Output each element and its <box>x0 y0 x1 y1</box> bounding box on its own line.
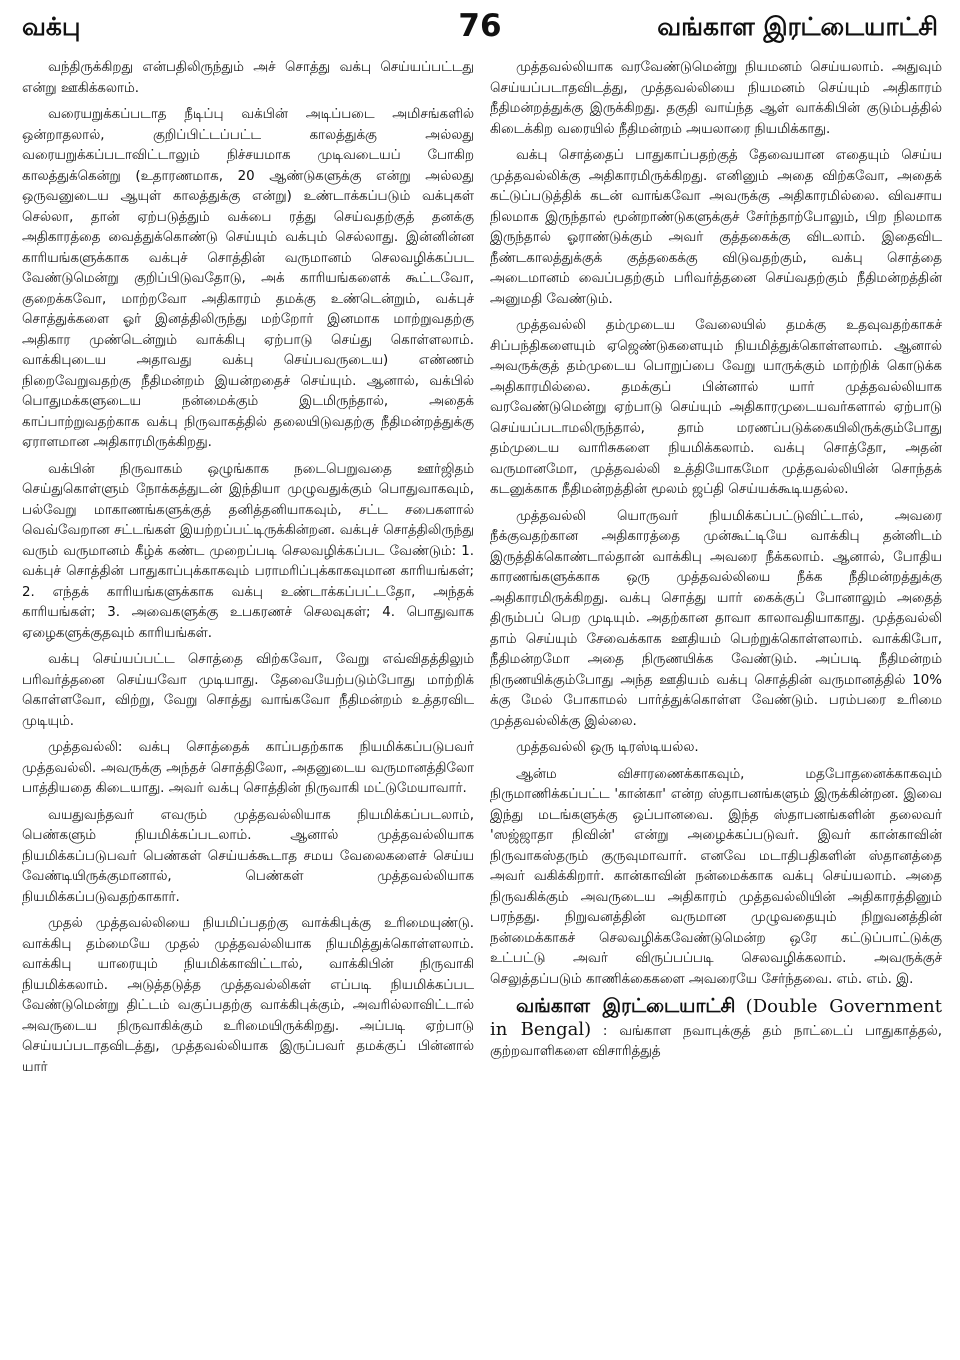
header-right: வங்காள இரட்டையாட்சி <box>657 12 938 41</box>
right-column <box>490 58 942 1354</box>
entry-paragraph <box>490 996 942 1063</box>
left-paragraph: வக்பின் நிருவாகம் ஒழுங்காக நடைபெறுவதை ஊர்ஜிதம் செய்துகொள்ளும் நோக்கத்துடன் இந்தியா முழுவதுக்கும் பொதுவாகவும், பல்வேறு மாகாணங்களுக்குத் தனித்தனியாகவும், சட்ட சபைகளால் வெவ்வேறான சட்டங்கள் இயற்றப்பட்டிருக்கின்றன. வக்புச் சொத்திலிருந்து வரும் வருமானம் கீழ்க் கண்ட முறைப்படி செலவழிக்கப்பட வேண்டும்: 1. வக்புச் சொத்தின் பாதுகாப்புக்காகவும் பராமரிப்புக்காகவுமான காரியங்கள்; 2. எந்தக் காரியங்களுக்காக வக்பு உண்டாக்கப்பட்டதோ, அந்தக் காரியங்கள்; 3. அவைகளுக்கு உபகரணச் செலவுகள்; 4. பொதுவாக ஏழைகளுக்குதவும் காரியங்கள். <box>22 461 474 641</box>
right-paragraph: ஆன்ம விசாரணைக்காகவும், மதபோதனைக்காகவும் நிருமாணிக்கப்பட்ட 'கான்கா' என்ற ஸ்தாபனங்களும் இருக்கின்றன. இவை இந்து மடங்களுக்கு ஒப்பானவை. இந்த ஸ்தாபனங்களின் தலைவர் 'ஸஜ்ஜாதா நிவின்' என்று அழைக்கப்படுவர். இவர் கான்காவின் நிருவாகஸ்தரும் குருவுமாவார். எனவே மடாதிபதிகளின் ஸ்தானத்தை அவர் வகிக்கிறார். கான்காவின் நன்மைக்காக வக்பு செய்யலாம். அதை நிருவகிக்கும் அவருடைய அதிகாரம் முத்தவல்லியின் அதிகாரத்தினும் பரந்தது. நிறுவனத்தின் வருமான முழுவதையும் நிறுவனத்தின் நன்மைக்காகச் செலவழிக்கவேண்டுமென்ற ஒரே கட்டுப்பாட்டுக்கு உட்பட்டு அவர் விருப்பப்படி செலவழிக்கலாம். அவருக்குச் செலுத்தப்படும் காணிக்கைகளை அவரையே சேர்ந்தவை. எம். எம். இ. <box>490 766 942 987</box>
entry-text: : வங்காள நவாபுக்குத் தம் நாட்டைப் பாதுகாத்தல், குற்றவாளிகளை விசாரித்துத் <box>490 1023 942 1059</box>
left-paragraph: முத்தவல்லி: வக்பு சொத்தைக் காப்பதற்காக நியமிக்கப்படுபவர் முத்தவல்லி. அவருக்கு அந்தச் சொத்திலோ, அதனுடைய வருமானத்திலோ பாத்தியதை கிடையாது. அவர் வக்பு சொத்தின் நிருவாகி மட்டுமேயாவார். <box>22 740 474 796</box>
left-paragraph: வயதுவந்தவர் எவரும் முத்தவல்லியாக நியமிக்கப்படலாம், பெண்களும் நியமிக்கப்படலாம். ஆனால் முத்தவல்லியாக நியமிக்கப்படுபவர் பெண்கள் செய்யக்கூடாத சமய வேலைகளைச் செய்ய வேண்டியிருக்குமானால், பெண்கள் முத்தவல்லியாக நியமிக்கப்படுவதற்காகார். <box>22 807 474 905</box>
entry-english-title: (Double Government in Bengal) <box>490 996 942 1040</box>
right-paragraph: முத்தவல்லியாக வரவேண்டுமென்று நியமனம் செய்யலாம். அதுவும் செய்யப்படாதவிடத்து, முத்தவல்லியை நியமனம் செய்யும் அதிகாரம் நீதிமன்றத்துக்கு இருக்கிறது. தகுதி வாய்ந்த ஆள் வாக்கிபின் குடும்பத்தில் கிடைக்கிற வரையில் நீதிமன்றம் அயலாரை நியமிக்காது. <box>490 60 942 137</box>
entry-headword: வங்காள இரட்டையாட்சி <box>516 995 736 1017</box>
left-paragraph: வரையறுக்கப்படாத நீடிப்பு வக்பின் அடிப்படை அமிசங்களில் ஒன்றாதலால், குறிப்பிட்டப்பட்ட காலத்துக்கு அல்லது வரையறுக்கப்படாவிட்டாலும் நிச்சயமாக முடிவடையப் போகிற காலத்துக்கென்று (உதாரணமாக, 20 ஆண்டுகளுக்கு என்று அல்லது ஒருவனுடைய ஆயுள் காலத்துக்கு என்று) உண்டாக்கப்படும் வக்புகள் செல்லா, தான் ஏற்படுத்தும் வக்பை ரத்து செய்வதற்குத் தனக்கு அதிகாரத்தை வைத்துக்கொண்டு செய்யும் வக்பும் செல்லாது. இன்னின்ன காரியங்களுக்காக வக்புச் சொத்தின் வருமானம் செலவழிக்கப்பட வேண்டுமென்று குறிப்பிடுவதோடு, அக் காரியங்களைக் கூட்டவோ, குறைக்கவோ, மாற்றவோ அதிகாரம் தமக்கு உண்டென்றும், வக்புச் சொத்துக்களை ஓர் இனத்திலிருந்து மற்றோர் இனமாக மாற்றுவதற்கு அதிகார முண்டென்றும் வாக்கிபு ஏற்பாடு செய்து கொள்ளலாம். வாக்கிபுடைய அதாவது வக்பு செய்பவருடைய) எண்ணம் நிறைவேறுவதற்கு நீதிமன்றம் இயன்றதைச் செய்யும். ஆனால், வக்பில் பொதுமக்களுடைய நன்மைக்கும் இடமிருந்தால், அதைக் காப்பாற்றுவதற்காக வக்பு நிருவாகத்தில் தலையிடுவதற்கு நீதிமன்றத்துக்கு ஏராளமான அதிகாரமிருக்கிறது. <box>22 107 474 450</box>
right-paragraph: வக்பு சொத்தைப் பாதுகாப்பதற்குத் தேவையான எதையும் செய்ய முத்தவல்லிக்கு அதிகாரமிருக்கிறது. எனினும் அதை விற்கவோ, அதைக் கட்டுப்படுத்திக் கடன் வாங்கவோ அவருக்கு அதிகாரமில்லை. விவசாய நிலமாக இருந்தால் மூன்றாண்டுகளுக்குச் சேர்ந்தாற்போலும், பிற நிலமாக இருந்தால் ஓராண்டுக்கும் அவர் குத்தகைக்கு விடலாம். இதைவிட நீண்டகாலத்துக்குக் குத்தகைக்கு விடுவதற்கும், வக்பு சொத்தை அடைமானம் வைப்பதற்கும் பரிவர்த்தனை செய்வதற்கும் நீதிமன்றத்தின் அனுமதி வேண்டும். <box>490 148 942 307</box>
right-paragraph: முத்தவல்லி யொருவர் நியமிக்கப்பட்டுவிட்டால், அவரை நீக்குவதற்கான அதிகாரத்தை முன்கூட்டியே வாக்கிபு தன்னிடம் இருத்திக்கொண்டால்தான் வாக்கிபு அவரை நீக்கலாம். ஆனால், போதிய காரணங்களுக்காக ஒரு முத்தவல்லியை நீக்க நீதிமன்றத்துக்கு அதிகாரமிருக்கிறது. வக்பு சொத்து யார் கைக்குப் போனாலும் அதைத் திரும்பப் பெற முடியும். அதற்கான தாவா காலாவதியாகாது. முத்தவல்லி தாம் செய்யும் சேவைக்காக ஊதியம் பெற்றுக்கொள்ளலாம். வாக்கிபோ, நீதிமன்றமோ அதை நிருணயிக்க வேண்டும். அப்படி நீதிமன்றம் நிருணயிக்கும்போது அந்த ஊதியம் வக்பு சொத்தின் வருமானத்தில் 10% க்கு மேல் போகாமல் பார்த்துக்கொள்ள வேண்டும். பரம்பரை உரிமை முத்தவல்லிக்கு இல்லை. <box>490 508 942 729</box>
left-column <box>22 58 474 1354</box>
header-left: வக்பு <box>22 12 81 41</box>
right-paragraph: முத்தவல்லி ஒரு டிரஸ்டியல்ல. <box>516 740 699 755</box>
left-paragraph: முதல் முத்தவல்லியை நியமிப்பதற்கு வாக்கிபுக்கு உரிமையுண்டு. வாக்கிபு தம்மையே முதல் முத்தவல்லியாக நியமித்துக்கொள்ளலாம். வாக்கிபு யாரையும் நியமிக்காவிட்டால், வாக்கிபின் நிருவாகி நியமிக்கலாம். அடுத்தடுத்த முத்தவல்லிகள் எப்படி நியமிக்கப்பட வேண்டுமென்று திட்டம் வகுப்பதற்கு வாக்கிபுக்கும், அவரில்லாவிட்டால் அவருடைய நிருவாகிக்கும் உரிமையிருக்கிறது. அப்படி ஏற்பாடு செய்யப்படாதவிடத்து, முத்தவல்லியாக இருப்பவர் தமக்குப் பின்னால் யார் <box>22 916 474 1075</box>
page-header <box>22 8 938 48</box>
left-paragraph: வக்பு செய்யப்பட்ட சொத்தை விற்கவோ, வேறு எவ்விதத்திலும் பரிவர்த்தனை செய்யவோ முடியாது. தேவையேற்படும்போது மாற்றிக் கொள்ளவோ, விற்று, வேறு சொத்து வாங்கவோ நீதிமன்றம் உத்தரவிட முடியும். <box>22 652 474 729</box>
page-number: 76 <box>458 8 502 44</box>
left-paragraph: வந்திருக்கிறது என்பதிலிருந்தும் அச் சொத்து வக்பு செய்யப்பட்டது என்று ஊகிக்கலாம். <box>22 60 474 96</box>
right-paragraph: முத்தவல்லி தம்முடைய வேலையில் தமக்கு உதவுவதற்காகச் சிப்பந்திகளையும் ஏஜெண்டுகளையும் நியமித்துக்கொள்ளலாம். ஆனால் அவருக்குத் தம்முடைய பொறுப்பை வேறு யாருக்கும் மாற்றிக் கொடுக்க அதிகாரமில்லை. தமக்குப் பின்னால் யார் முத்தவல்லியாக வரவேண்டுமென்று ஏற்பாடு செய்யும் அதிகாரமுடையவர்களால் ஏற்பாடு செய்யப்படாமலிருந்தால், தாம் மரணப்படுக்கையிலிருக்கும்போது தம்முடைய வாரிசுகளை நியமிக்கலாம். வக்பு சொத்தோ, அதன் வருமானமோ, முத்தவல்லி உத்தியோகமோ முத்தவல்லியின் சொந்தக் கடனுக்காக நீதிமன்றத்தின் மூலம் ஜப்தி செய்யக்கூடியதல்ல. <box>490 318 942 497</box>
